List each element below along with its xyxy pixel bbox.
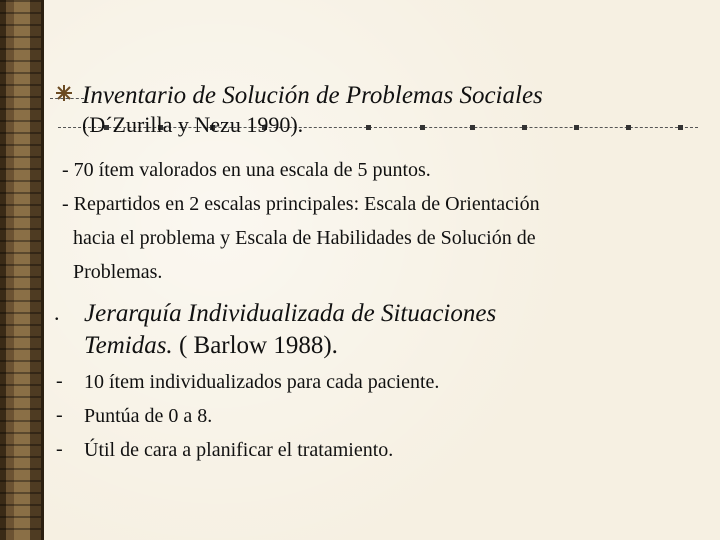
list-dash: -	[56, 438, 63, 460]
section2-item: Puntúa de 0 a 8.	[84, 405, 213, 427]
section1-title: Inventario de Solución de Problemas Sociales	[82, 82, 543, 109]
section2-title-continued: Temidas.	[84, 332, 173, 359]
section2-citation: ( Barlow 1988).	[178, 332, 338, 359]
decorative-dot	[420, 125, 425, 130]
decorative-dot	[470, 125, 475, 130]
section1-item: - 70 ítem valorados en una escala de 5 puntos.	[62, 159, 431, 181]
decorative-dot	[626, 125, 631, 130]
decorative-dot	[678, 125, 683, 130]
decorative-dot	[366, 125, 371, 130]
list-dash: -	[56, 370, 63, 392]
section1-item: - Repartidos en 2 escalas principales: Escala de Orientación	[62, 193, 540, 215]
section1-citation: (D´Zurilla y Nezu 1990).	[82, 112, 304, 137]
section2-item: Útil de cara a planificar el tratamiento.	[84, 439, 394, 461]
section2-bullet: .	[54, 300, 60, 325]
decorative-dot	[522, 125, 527, 130]
section1-item-continuation: Problemas.	[73, 261, 163, 283]
section2-title-line2	[84, 330, 338, 361]
section2-item: 10 ítem individualizados para cada paciente.	[84, 371, 440, 393]
decorative-dot	[574, 125, 579, 130]
decorative-left-border	[0, 0, 44, 540]
section2-title: Jerarquía Individualizada de Situaciones	[84, 300, 497, 327]
decorative-dashed-line	[50, 98, 84, 100]
list-dash: -	[56, 404, 63, 426]
section1-item-continuation: hacia el problema y Escala de Habilidades de Solución de	[73, 227, 536, 249]
